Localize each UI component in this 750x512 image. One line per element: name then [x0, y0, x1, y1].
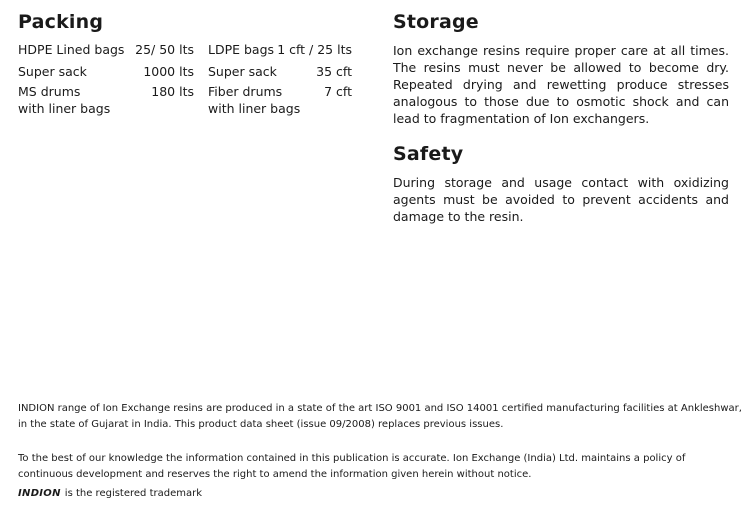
- trademark-text: is the registered trademark: [64, 488, 203, 499]
- packing-item-2: Super sack: [208, 64, 277, 79]
- packing-item: with liner bags: [18, 101, 111, 116]
- packing-item: MS drums: [18, 84, 81, 99]
- footer-disclaimer: To the best of our knowledge the information contained in this publication is accurate. Ion Exchange (India) Ltd. maintains a policy of continuous development and reserves the right to amend the information given herein without notice.: [18, 453, 686, 480]
- packing-qty-2: 35 cft: [316, 64, 352, 79]
- safety-text: During storage and usage contact with oxidizing agents must be avoided to prevent accidents and damage to the resin.: [393, 175, 729, 224]
- packing-qty: 180 lts: [151, 84, 194, 99]
- packing-item-2: Fiber drums: [208, 84, 283, 99]
- packing-qty-2: 7 cft: [324, 84, 352, 99]
- storage-title: Storage: [393, 11, 479, 33]
- footer-trademark: [18, 486, 742, 502]
- storage-text: Ion exchange resins require proper care at all times. The resins must never be allowed to become dry. Repeated drying and rewetting produce stresses analogous to those due to osmotic shock and can lead to fragmentation of Ion exchangers.: [393, 43, 729, 126]
- indion-logo: INDION: [18, 488, 61, 499]
- packing-item: HDPE Lined bags: [18, 42, 125, 57]
- packing-title: Packing: [18, 11, 104, 33]
- packing-item-2: LDPE bags: [208, 42, 275, 57]
- packing-item-2: with liner bags: [208, 101, 301, 116]
- safety-title: Safety: [393, 143, 464, 165]
- packing-qty: 1000 lts: [143, 64, 194, 79]
- footer-manufacturing-note: INDION range of Ion Exchange resins are produced in a state of the art ISO 9001 and ISO 14001 certified manufacturing facilities at Ankleshwar, in the state of Gujarat in India. This product data sheet (issue 09/2008) replaces previous issues.: [18, 403, 742, 430]
- packing-qty-2: 1 cft / 25 lts: [277, 42, 352, 57]
- packing-item: Super sack: [18, 64, 87, 79]
- packing-qty: 25/ 50 lts: [135, 42, 194, 57]
